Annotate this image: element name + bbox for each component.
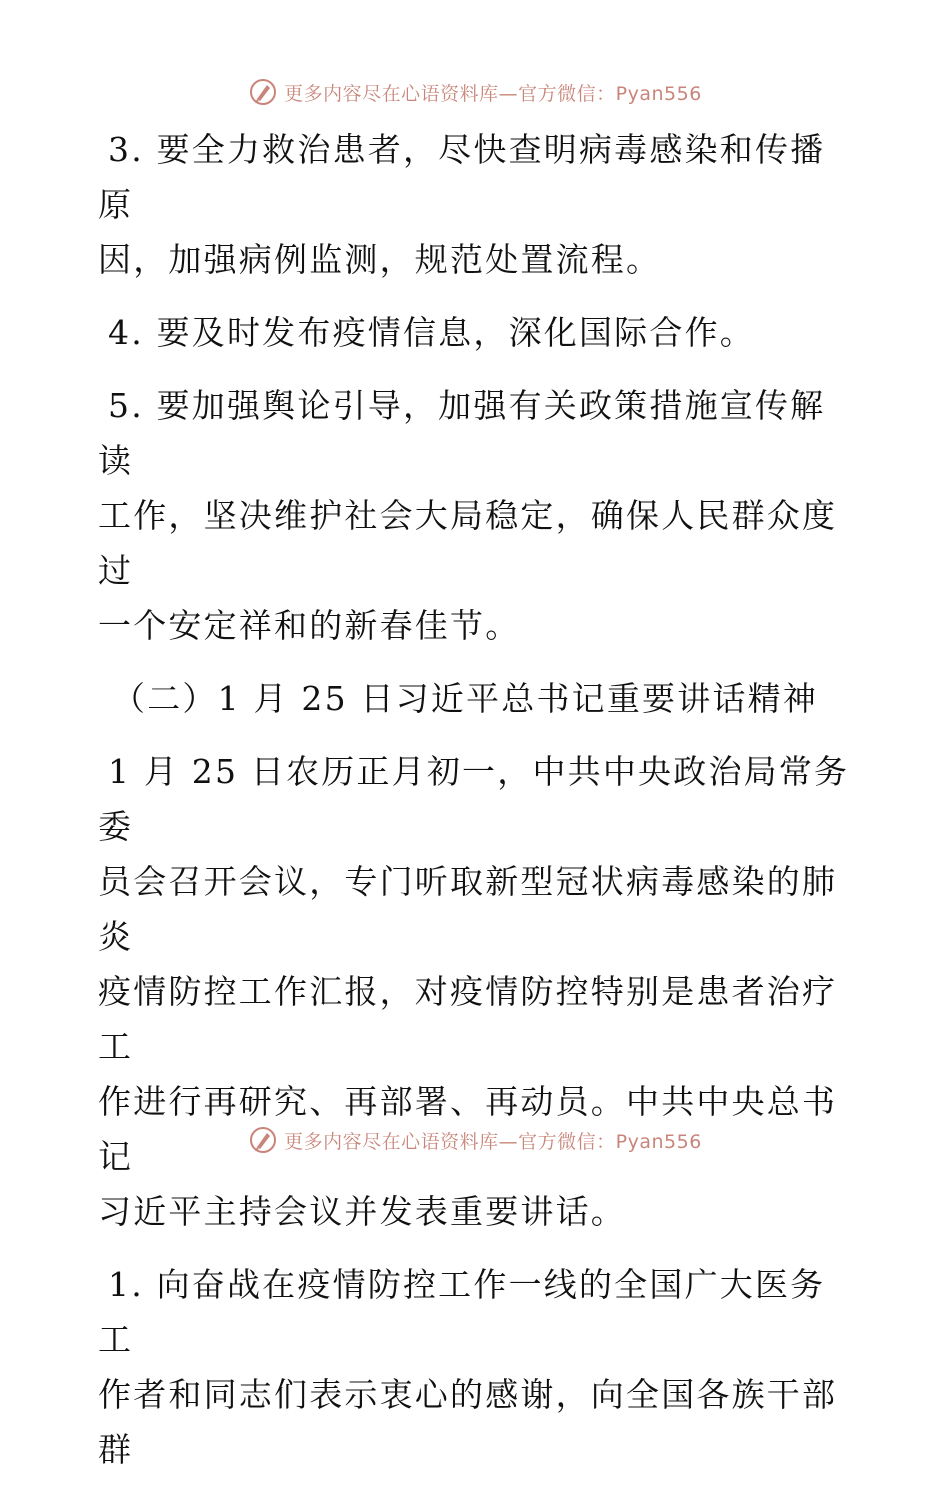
- paragraph-line: 作者和同志们表示衷心的感谢，向全国各族干部群: [98, 1375, 838, 1469]
- paragraph-line: 工作，坚决维护社会大局稳定，确保人民群众度过: [98, 496, 838, 590]
- paragraph-item-5: [98, 378, 858, 653]
- paragraph-line: 5. 要加强舆论引导，加强有关政策措施宣传解读: [98, 386, 826, 480]
- document-body: [98, 122, 858, 1495]
- footer-watermark-banner: [0, 1120, 950, 1160]
- header-watermark-text: 更多内容尽在心语资料库—官方微信：Pyan556: [284, 82, 702, 105]
- section-heading: [98, 671, 858, 726]
- paragraph-line: 员会召开会议，专门听取新型冠状病毒感染的肺炎: [98, 862, 838, 956]
- paragraph-line: 1 月 25 日农历正月初一，中共中央政治局常务委: [98, 752, 850, 846]
- paragraph-item-3: [98, 122, 858, 287]
- header-watermark-banner: [0, 72, 950, 112]
- paragraph-meeting: [98, 744, 858, 1239]
- paragraph-line: 习近平主持会议并发表重要讲话。: [98, 1192, 626, 1231]
- paragraph-line: 疫情防控工作汇报，对疫情防控特别是患者治疗工: [98, 972, 838, 1066]
- heading-line: （二）1 月 25 日习近平总书记重要讲话精神: [112, 679, 819, 718]
- paragraph-line: 作进行再研究、再部署、再动员。中共中央总书记: [98, 1082, 838, 1176]
- paragraph-item-4: [98, 305, 858, 360]
- pen-nib-logo-icon: [248, 1125, 278, 1155]
- paragraph-item-1: [98, 1257, 858, 1477]
- paragraph-line: 因，加强病例监测，规范处置流程。: [98, 240, 662, 279]
- paragraph-line: 3. 要全力救治患者，尽快查明病毒感染和传播原: [98, 130, 826, 224]
- paragraph-line: 一个安定祥和的新春佳节。: [98, 606, 521, 645]
- footer-watermark-text: 更多内容尽在心语资料库—官方微信：Pyan556: [284, 1130, 702, 1153]
- paragraph-line: 1. 向奋战在疫情防控工作一线的全国广大医务工: [98, 1265, 826, 1359]
- paragraph-line: 4. 要及时发布疫情信息，深化国际合作。: [108, 313, 755, 352]
- pen-nib-logo-icon: [248, 77, 278, 107]
